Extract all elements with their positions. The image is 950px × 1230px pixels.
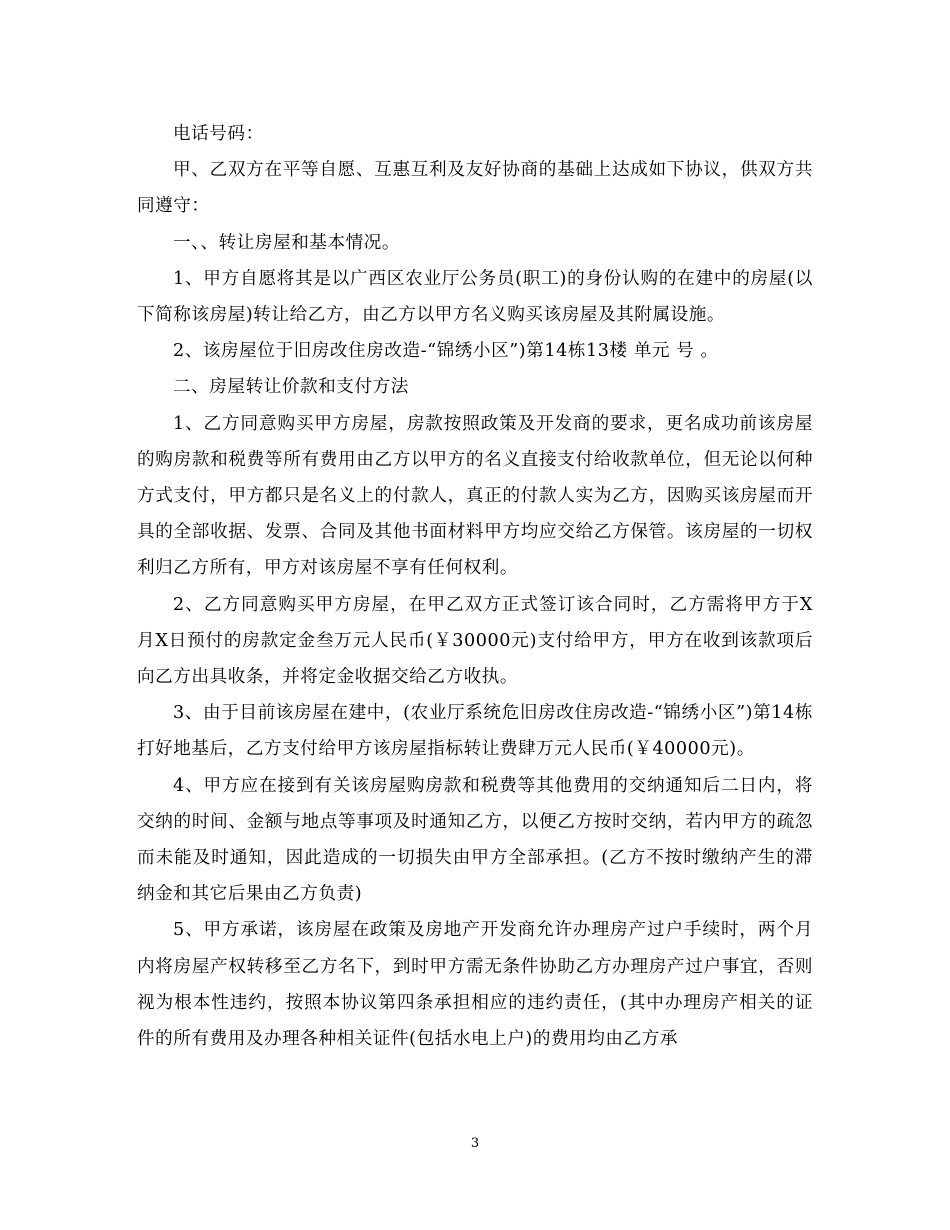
phone-number-line: 电话号码： (173, 124, 264, 144)
page-number: 3 (470, 1136, 480, 1151)
section-heading-payment: 二、房屋转让价款和支付方法 (173, 377, 409, 398)
clause-2-3: 3、由于目前该房屋在建中，(农业厅系统危旧房改住房改造-“锦绣小区”)第14栋打好地基后，乙方支付给甲方该房屋指标转让费肆万元人民币(￥40000元)。 (137, 703, 813, 760)
clause-1-2: 2、该房屋位于旧房改住房改造-“锦绣小区”)第14栋13楼 单元 号 。 (173, 341, 719, 362)
clause-2-5: 5、甲方承诺，该房屋在政策及房地产开发商允许办理房产过户手续时，两个月内将房屋产权转移至乙方名下，到时甲方需无条件协助乙方办理房产过户事宜，否则视为根本性违约，按照本协议第四条承担相应的违约责任，(其中办理房产相关的证件的所有费用及办理各种相关证件(包括水电上户)的费用均由乙方承 (137, 920, 813, 1050)
clause-2-4: 4、甲方应在接到有关该房屋购房款和税费等其他费用的交纳通知后二日内，将交纳的时间、金额与地点等事项及时通知乙方，以便乙方按时交纳，若内甲方的疏忽而未能及时通知，因此造成的一切损失由甲方全部承担。(乙方不按时缴纳产生的滞纳金和其它后果由乙方负责) (137, 775, 813, 905)
document-body (137, 116, 813, 1057)
agreement-preamble: 甲、乙双方在平等自愿、互惠互利及友好协商的基础上达成如下协议，供双方共同遵守： (137, 160, 813, 217)
clause-2-1: 1、乙方同意购买甲方房屋，房款按照政策及开发商的要求，更名成功前该房屋的购房款和税费等所有费用由乙方以甲方的名义直接支付给收款单位，但无论以何种方式支付，甲方都只是名义上的付款人，真正的付款人实为乙方，因购买该房屋而开具的全部收据、发票、合同及其他书面材料甲方均应交给乙方保管。该房屋的一切权利归乙方所有，甲方对该房屋不享有任何权利。 (137, 413, 813, 579)
section-heading-transfer: 一、、转让房屋和基本情况。 (173, 232, 401, 253)
clause-2-2: 2、乙方同意购买甲方房屋，在甲乙双方正式签订该合同时，乙方需将甲方于X月X日预付的房款定金叁万元人民币(￥30000元)支付给甲方，甲方在收到该款项后向乙方出具收条，并将定金收据交给乙方收执。 (137, 594, 813, 688)
clause-1-1: 1、甲方自愿将其是以广西区农业厅公务员(职工)的身份认购的在建中的房屋(以下简称该房屋)转让给乙方，由乙方以甲方名义购买该房屋及其附属设施。 (137, 268, 813, 326)
